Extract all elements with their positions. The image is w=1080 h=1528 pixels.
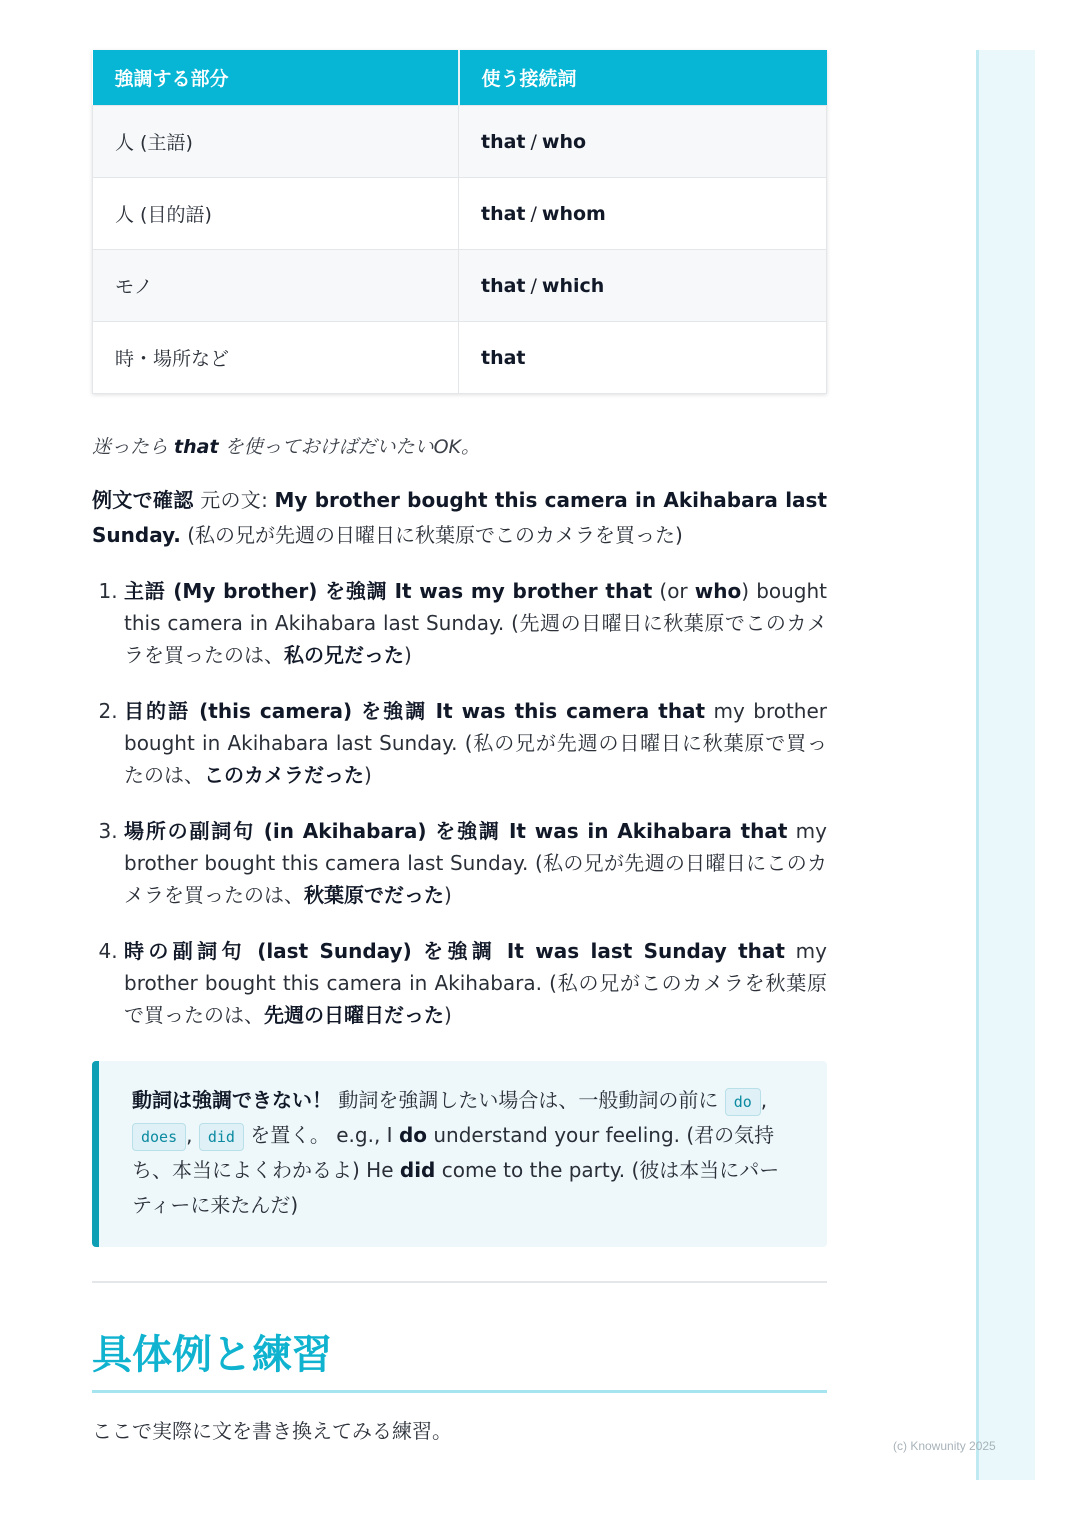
example-item-label: 目的語 (this camera) を強調	[124, 699, 428, 723]
example-item-emphasis: このカメラだった	[204, 763, 364, 787]
callout-text: 動詞を強調したい場合は、一般動詞の前に	[332, 1088, 725, 1112]
example-item-text: my brother bought this camera last Sunday. (私の兄が先週の日曜日にこのカメラを買ったのは、	[124, 819, 827, 907]
table-cell-part: 時・場所など	[93, 322, 459, 394]
list-item	[124, 575, 827, 671]
separator: /	[530, 202, 537, 225]
table-cell-conjunction	[459, 106, 827, 178]
conjunction-word: who	[541, 130, 587, 153]
table-cell-part: モノ	[93, 250, 459, 322]
section-intro: ここで実際に文を書き換えてみる練習。	[92, 1419, 452, 1443]
example-intro	[92, 483, 827, 553]
callout-punct: ,	[186, 1123, 193, 1147]
tip-note	[92, 432, 827, 459]
example-item-text: my brother bought this camera in Akihabara. (私の兄がこのカメラを秋葉原で買ったのは、	[124, 939, 827, 1027]
conjunction-word: that	[481, 274, 526, 297]
example-list	[92, 575, 827, 1031]
example-item-label: 主語 (My brother) を強調	[124, 579, 388, 603]
callout-title: 動詞は強調できない！	[132, 1088, 332, 1112]
example-item-text: )	[364, 763, 372, 787]
separator: /	[530, 130, 537, 153]
conjunction-word: that	[481, 202, 526, 225]
example-item-cleft: It was last Sunday that	[506, 939, 785, 963]
callout-emphasis: did	[399, 1158, 436, 1182]
table-row	[93, 322, 827, 394]
note-keyword: that	[174, 436, 219, 458]
example-item-emphasis: 秋葉原でだった	[304, 883, 444, 907]
example-item-text: ) bought this camera in Akihabara last Sunday. (先週の日曜日に秋葉原でこのカメラを買ったのは、	[124, 579, 828, 667]
table-cell-conjunction	[459, 322, 827, 394]
code-do: do	[725, 1088, 761, 1116]
table-cell-conjunction	[459, 250, 827, 322]
section-divider	[92, 1281, 827, 1283]
conjunction-word: whom	[541, 202, 606, 225]
code-does: does	[132, 1123, 186, 1151]
callout-emphasis: do	[398, 1123, 428, 1147]
example-item-emphasis: 先週の日曜日だった	[264, 1003, 444, 1027]
example-item-text: (or	[652, 579, 695, 603]
conjunction-word: that	[481, 130, 526, 153]
example-item-cleft: It was this camera that	[435, 699, 706, 723]
table-cell-part: 人 (主語)	[93, 106, 459, 178]
copyright-text: (c) Knowunity 2025	[893, 1439, 996, 1453]
separator: /	[530, 274, 537, 297]
table-cell-part: 人 (目的語)	[93, 178, 459, 250]
example-item-cleft: It was my brother that	[394, 579, 653, 603]
document-content	[92, 50, 827, 1444]
code-did: did	[199, 1123, 244, 1151]
conjunction-table	[92, 50, 827, 394]
list-item	[124, 935, 827, 1031]
table-row	[93, 106, 827, 178]
example-prefix: 元の文:	[193, 488, 275, 512]
example-label: 例文で確認	[92, 488, 194, 512]
note-text: を使っておけばだいたいOK。	[218, 436, 481, 458]
example-item-emphasis: 私の兄だった	[284, 643, 404, 667]
table-header-part: 強調する部分	[93, 50, 459, 106]
example-item-text: my brother bought in Akihabara last Sunday. (私の兄が先週の日曜日に秋葉原で買ったのは、	[124, 699, 828, 787]
callout-text: を置く。 e.g., I	[243, 1123, 399, 1147]
example-item-cleft: It was in Akihabara that	[508, 819, 788, 843]
example-item-text: )	[444, 1003, 452, 1027]
example-item-label: 時の副詞句 (last Sunday) を強調	[124, 939, 497, 963]
original-sentence: My brother bought this camera in Akihabara last Sunday.	[92, 488, 828, 547]
note-text: 迷ったら	[92, 436, 175, 458]
section-heading: 具体例と練習	[92, 1323, 827, 1393]
example-item-text: )	[404, 643, 412, 667]
table-row	[93, 178, 827, 250]
table-cell-conjunction	[459, 178, 827, 250]
conjunction-word: which	[541, 274, 605, 297]
original-translation: (私の兄が先週の日曜日に秋葉原でこのカメラを買った)	[180, 523, 683, 547]
callout-text: understand your feeling. (君の気持ち、本当によくわかるよ) He	[132, 1123, 775, 1182]
verb-emphasis-callout	[92, 1061, 827, 1247]
list-item	[124, 815, 827, 911]
callout-punct: ,	[760, 1088, 768, 1112]
example-item-label: 場所の副詞句 (in Akihabara) を強調	[124, 819, 501, 843]
table-row	[93, 250, 827, 322]
table-header-row	[93, 50, 827, 106]
table-header-conjunction: 使う接続詞	[459, 50, 827, 106]
callout-text: come to the party. (彼は本当にパーティーに来たんだ)	[132, 1158, 780, 1217]
conjunction-word: that	[481, 346, 526, 369]
example-item-text: )	[444, 883, 452, 907]
side-panel	[976, 50, 1035, 1480]
list-item	[124, 695, 827, 791]
example-item-alt: who	[694, 579, 742, 603]
